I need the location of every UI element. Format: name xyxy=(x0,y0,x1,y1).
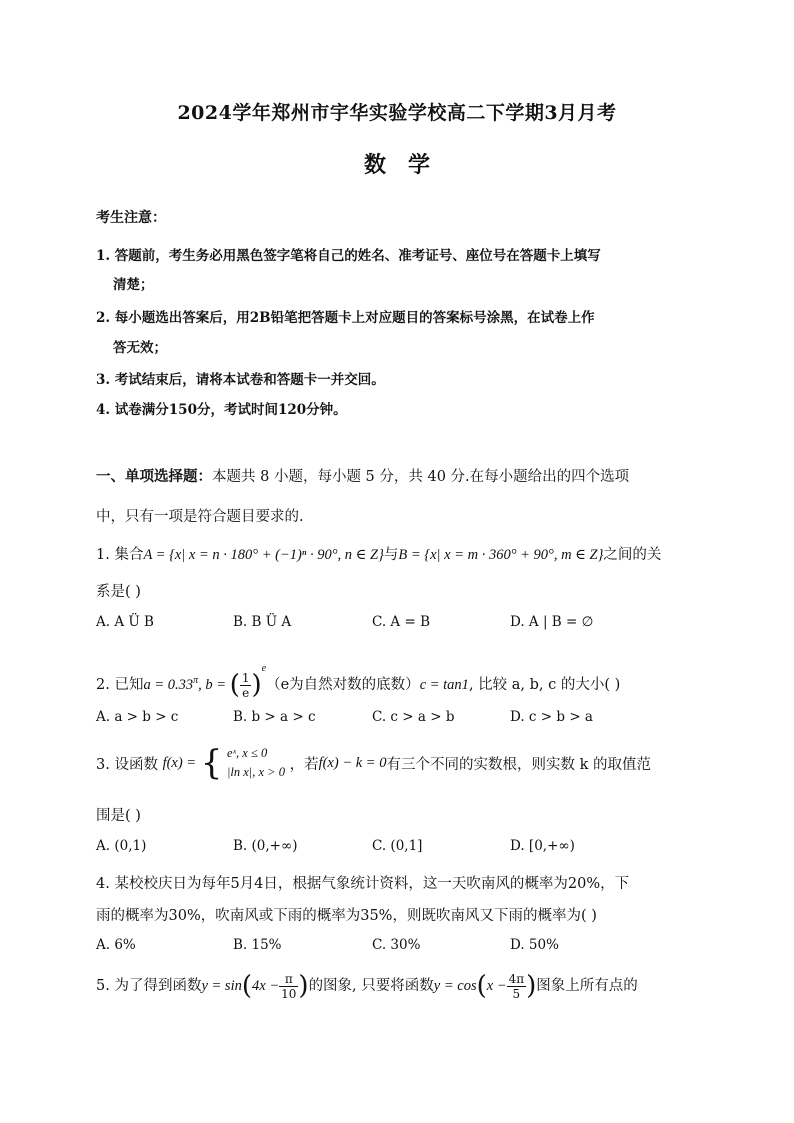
q3-case-1: eˣ, x ≤ 0 xyxy=(226,746,268,760)
question-3: 3. 设函数 f(x) = { eˣ, x ≤ 0 |ln x|, x > 0 ，若f(x) − k = 0有三个不同的实数根，则实数 k 的取值范 xyxy=(96,743,651,783)
section-1-desc-cont: 中，只有一项是符合题目要求的. xyxy=(96,509,304,525)
q2-a-exp: π xyxy=(193,675,199,687)
q2-option-d: D. c > b > a xyxy=(510,709,593,725)
q2-option-b: B. b > a > c xyxy=(233,709,316,725)
q1-set-b: B = {x| x = m · 360° + 90°, m ∈ Z} xyxy=(398,547,604,563)
q3-option-b: B. (0,+∞) xyxy=(233,838,298,854)
notice-item-2: 2. 每小题选出答案后，用2B铅笔把答题卡上对应题目的答案标号涂黑，在试卷上作 xyxy=(96,310,595,326)
question-1 xyxy=(96,543,661,564)
q3-eq: f(x) − k = 0 xyxy=(318,754,387,771)
q5-tail: 图象上所有点的 xyxy=(536,978,638,994)
q3-option-a: A. (0,1) xyxy=(96,838,147,854)
exam-subject: 数学 xyxy=(363,152,452,178)
notice-item-4: 4. 试卷满分150分，考试时间120分钟。 xyxy=(96,402,347,418)
q2-b-exp: e xyxy=(261,663,267,674)
q1-suffix: 之间的关 xyxy=(603,547,662,563)
section-1-intro xyxy=(96,465,629,486)
q3-line2: 围是( ) xyxy=(96,808,141,824)
question-5: 5. 为了得到函数y = sin(4x − $\frac{\pi}{10}$ )的图象, 只要将函数y = cos(x − $\frac{4\pi}{5}$ )图象上所有点的 xyxy=(96,971,638,1001)
q1-line2: 系是( ) xyxy=(96,584,141,600)
q3-option-c: C. (0,1] xyxy=(372,838,423,854)
q2-note: （e为自然对数的底数） xyxy=(266,677,420,693)
q3-tail: 有三个不同的实数根，则实数 k 的取值范 xyxy=(386,756,651,773)
q1-option-a: A. A Ü B xyxy=(96,614,154,630)
q4-option-b: B. 15% xyxy=(233,937,282,953)
q2-a-expr: a = 0.33 xyxy=(143,677,194,693)
section-1-heading: 一、单项选择题： xyxy=(96,468,212,485)
exam-title: 2024学年郑州市宇华实验学校高二下学期3月月考 xyxy=(177,102,617,124)
notice-item-1: 1. 答题前，考生务必用黑色签字笔将自己的姓名、准考证号、座位号在答题卡上填写 xyxy=(96,248,601,264)
q5-f2-fraction: $\frac{4\pi}{5}$ xyxy=(508,971,525,1001)
q3-mid: ，若 xyxy=(289,756,319,773)
q5-mid: 的图象, 只要将函数 xyxy=(308,978,434,994)
notice-item-3: 3. 考试结束后，请将本试卷和答题卡一并交回。 xyxy=(96,372,385,388)
question-2: 2. 已知$a = 0.33^\pi$, b = ( $\frac{1}{e}$ )$^e$（e为自然对数的底数）c = tan1, 比较 a, b, c 的大小( ) xyxy=(96,663,621,700)
q5-prefix: 5. 为了得到函数 xyxy=(96,978,202,994)
q2-tail: , 比较 a, b, c 的大小( ) xyxy=(468,677,621,693)
q3-prefix: 3. 设函数 xyxy=(96,756,158,773)
question-4: 4. 某校校庆日为每年5月4日，根据气象统计资料，这一天吹南风的概率为20%，下 xyxy=(96,876,630,892)
q1-mid: 与 xyxy=(383,547,399,563)
q5-f1-fraction: $\frac{\pi}{10}$ xyxy=(281,971,297,1001)
q1-set-a: A = {x| x = n · 180° + (−1)ⁿ · 90°, n ∈ Z} xyxy=(143,547,384,563)
section-1-desc: 本题共 8 小题，每小题 5 分，共 40 分.在每小题给出的四个选项 xyxy=(212,469,630,485)
q2-option-c: C. c > a > b xyxy=(372,709,455,725)
q5-f2-pre: y = cos xyxy=(433,978,477,994)
notice-heading: 考生注意： xyxy=(96,210,166,226)
q3-cases xyxy=(227,744,285,782)
q5-f1-pre: y = sin xyxy=(201,978,242,994)
q3-fx: f(x) = xyxy=(162,754,197,771)
q3-option-d: D. [0,+∞) xyxy=(510,838,575,854)
q4-option-a: A. 6% xyxy=(96,937,136,953)
notice-item-1-cont: 清楚； xyxy=(113,277,154,293)
q5-f2-in: x − xyxy=(486,978,507,994)
q2-prefix: 2. 已知 xyxy=(96,677,144,693)
q3-case-2: |ln x|, x > 0 xyxy=(226,765,285,779)
q4-line2: 雨的概率为30%，吹南风或下雨的概率为35%，则既吹南风又下雨的概率为( ) xyxy=(96,908,597,924)
q1-option-b: B. B Ü A xyxy=(233,614,292,630)
q2-option-a: A. a > b > c xyxy=(96,709,179,725)
q1-prefix: 1. 集合 xyxy=(96,547,144,563)
q2-b-expr: , b = xyxy=(198,677,230,693)
notice-item-2-cont: 答无效； xyxy=(113,340,167,356)
q5-f1-in: 4x − xyxy=(252,978,280,994)
q2-c-expr: c = tan1 xyxy=(419,677,469,693)
q4-option-d: D. 50% xyxy=(510,937,559,953)
q4-option-c: C. 30% xyxy=(372,937,421,953)
q1-option-d: D. A | B = ∅ xyxy=(510,614,594,630)
q1-option-c: C. A = B xyxy=(372,614,430,630)
q2-fraction: $\frac{1}{e}$ xyxy=(241,670,250,700)
